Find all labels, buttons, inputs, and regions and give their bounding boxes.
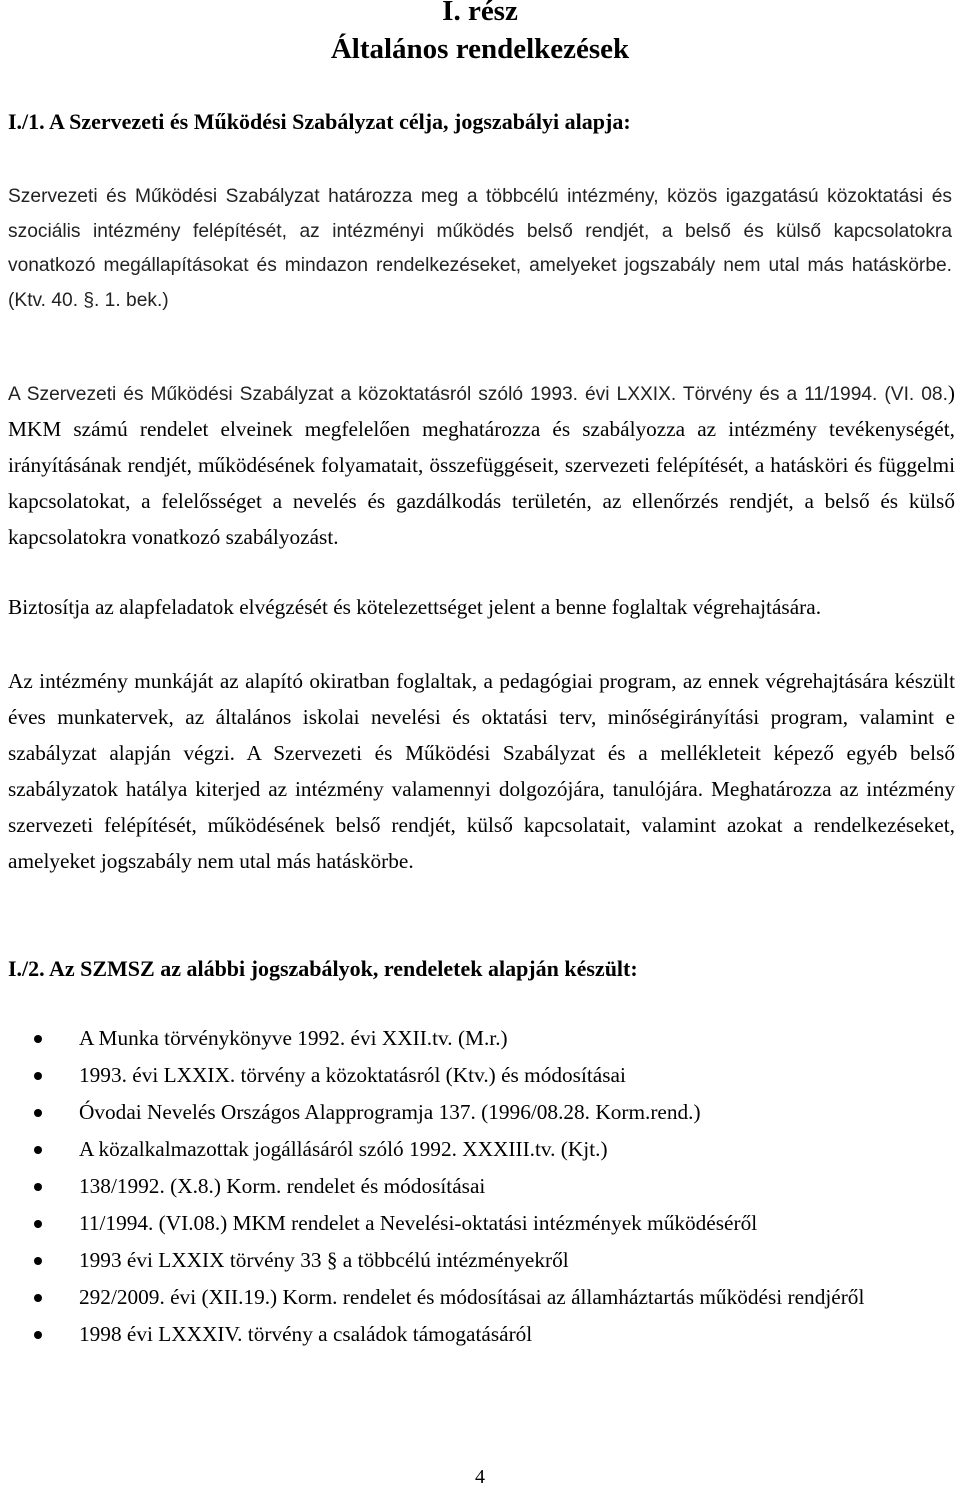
- legal-sources-list: [0, 1020, 955, 1353]
- bullet-icon: [34, 1183, 42, 1191]
- paragraph-2-serif-part: ) MKM számú rendelet elveinek megfelelően meghatározza és szabályozza az intézmény tevékenységét, irányításának rendjét, működésének folyamatait, összefüggéseit, szervezeti felépítését, a hatásköri és függelmi kapcsolatokat, a felelősséget a nevelés és gazdálkodás területén, az ellenőrzés rendjét, a belső és külső kapcsolatokra vonatkozó szabályozást.: [8, 381, 955, 549]
- section-1-paragraph-3: Biztosítja az alapfeladatok elvégzését és kötelezettséget jelent a benne foglaltak végrehajtására.: [8, 595, 822, 619]
- list-item: 292/2009. évi (XII.19.) Korm. rendelet és módosításai az államháztartás működési rendjéről: [0, 1279, 955, 1316]
- list-item: 1993. évi LXXIX. törvény a közoktatásról (Ktv.) és módosításai: [0, 1057, 955, 1094]
- bullet-icon: [34, 1146, 42, 1154]
- part-title: I. rész: [442, 0, 518, 27]
- list-item: A közalkalmazottak jogállásáról szóló 1992. XXXIII.tv. (Kjt.): [0, 1131, 955, 1168]
- bullet-icon: [34, 1294, 42, 1302]
- section-2-heading: I./2. Az SZMSZ az alábbi jogszabályok, rendeletek alapján készült:: [8, 956, 638, 981]
- section-1-paragraph-1: Szervezeti és Működési Szabályzat határozza meg a többcélú intézmény, közös igazgatású közoktatási és szociális intézmény felépítését, az intézményi működés belső rendjét, a belső és külső kapcsolatokra vonatkozó megállapításokat és mindazon rendelkezéseket, amelyeket jogszabály nem utal más hatáskörbe. (Ktv. 40. §. 1. bek.): [8, 186, 952, 311]
- bullet-icon: [34, 1220, 42, 1228]
- page-number: 4: [475, 1466, 485, 1488]
- list-item: 11/1994. (VI.08.) MKM rendelet a Nevelési-oktatási intézmények működéséről: [0, 1205, 955, 1242]
- section-1-paragraph-4: Az intézmény munkáját az alapító okiratban foglaltak, a pedagógiai program, az ennek végrehajtására készült éves munkatervek, az általános iskolai nevelési és oktatási terv, minőségirányítási program, valamint e szabályzat alapján végzi. A Szervezeti és Működési Szabályzat és a mellékleteit képező egyéb belső szabályzatok hatálya kiterjed az intézmény valamennyi dolgozójára, tanulójára. Meghatározza az intézmény szervezeti felépítését, működésének belső rendjét, külső kapcsolatait, valamint azokat a rendelkezéseket, amelyeket jogszabály nem utal más hatáskörbe.: [8, 669, 955, 873]
- list-item: Óvodai Nevelés Országos Alapprogramja 137. (1996/08.28. Korm.rend.): [0, 1094, 955, 1131]
- list-item: A Munka törvénykönyve 1992. évi XXII.tv. (M.r.): [0, 1020, 955, 1057]
- list-item: 1998 évi LXXXIV. törvény a családok támogatásáról: [0, 1316, 955, 1353]
- bullet-icon: [34, 1257, 42, 1265]
- general-provisions-title: Általános rendelkezések: [330, 33, 630, 65]
- bullet-icon: [34, 1035, 42, 1043]
- section-1-heading: I./1. A Szervezeti és Működési Szabályzat célja, jogszabályi alapja:: [8, 109, 631, 134]
- bullet-icon: [34, 1109, 42, 1117]
- paragraph-2-sans-part: A Szervezeti és Működési Szabályzat a közoktatásról szóló 1993. évi LXXIX. Törvény és a 11/1994. (VI. 08.: [8, 384, 948, 405]
- list-item: 138/1992. (X.8.) Korm. rendelet és módosításai: [0, 1168, 955, 1205]
- section-1-paragraph-2: [8, 376, 955, 556]
- bullet-icon: [34, 1072, 42, 1080]
- list-item: 1993 évi LXXIX törvény 33 § a többcélú intézményekről: [0, 1242, 955, 1279]
- bullet-icon: [34, 1331, 42, 1339]
